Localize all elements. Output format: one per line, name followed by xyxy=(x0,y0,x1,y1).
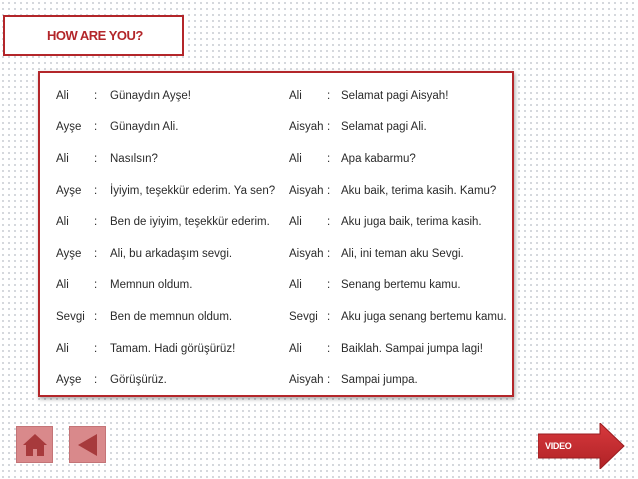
dialogue-line: Apa kabarmu? xyxy=(341,152,416,165)
dialogue-line: İyiyim, teşekkür ederim. Ya sen? xyxy=(110,184,276,197)
dialogue-row xyxy=(289,301,513,333)
dialogue-row xyxy=(56,175,292,207)
speaker-name: Ali xyxy=(56,89,69,102)
dialogue-line: Ali, ini teman aku Sevgi. xyxy=(341,247,464,260)
title-box xyxy=(3,15,184,56)
speaker-name: Aisyah xyxy=(289,121,324,134)
separator: : xyxy=(327,374,331,387)
speaker-name: Ali xyxy=(289,89,302,102)
dialogue-row xyxy=(289,175,513,207)
separator: : xyxy=(327,121,331,134)
separator: : xyxy=(327,152,331,165)
dialogue-line: Aku juga senang bertemu kamu. xyxy=(341,310,507,323)
separator: : xyxy=(94,152,98,165)
separator: : xyxy=(327,247,331,260)
speaker-name: Ayşe xyxy=(56,184,82,197)
dialogue-row xyxy=(56,364,292,396)
dialogue-line: Baiklah. Sampai jumpa lagi! xyxy=(341,342,483,355)
dialogue-row xyxy=(289,80,513,112)
speaker-name: Ayşe xyxy=(56,374,82,387)
dialogue-line: Memnun oldum. xyxy=(110,279,193,292)
speaker-name: Ali xyxy=(56,216,69,229)
separator: : xyxy=(94,184,98,197)
separator: : xyxy=(327,279,331,292)
dialogue-row xyxy=(289,206,513,238)
dialogue-row xyxy=(56,333,292,365)
speaker-name: Ali xyxy=(289,279,302,292)
separator: : xyxy=(94,310,98,323)
dialogue-line: Görüşürüz. xyxy=(110,374,167,387)
separator: : xyxy=(94,247,98,260)
dialogue-line: Selamat pagi Aisyah! xyxy=(341,89,449,102)
speaker-name: Ali xyxy=(289,342,302,355)
dialogue-line: Günaydın Ayşe! xyxy=(110,89,191,102)
dialogue-row xyxy=(56,238,292,270)
video-button[interactable] xyxy=(538,423,626,469)
speaker-name: Sevgi xyxy=(289,310,318,323)
home-button[interactable] xyxy=(16,426,53,463)
separator: : xyxy=(94,121,98,134)
separator: : xyxy=(94,279,98,292)
dialogue-line: Aku baik, terima kasih. Kamu? xyxy=(341,184,497,197)
turkish-column xyxy=(56,80,292,396)
dialogue-row xyxy=(289,364,513,396)
dialogue-row xyxy=(56,80,292,112)
speaker-name: Ayşe xyxy=(56,247,82,260)
speaker-name: Ali xyxy=(56,152,69,165)
speaker-name: Sevgi xyxy=(56,310,85,323)
dialogue-row xyxy=(56,112,292,144)
separator: : xyxy=(327,216,331,229)
dialogue-line: Selamat pagi Ali. xyxy=(341,121,427,134)
dialogue-line: Senang bertemu kamu. xyxy=(341,279,461,292)
speaker-name: Ali xyxy=(289,152,302,165)
separator: : xyxy=(327,89,331,102)
speaker-name: Aisyah xyxy=(289,184,324,197)
back-arrow-icon xyxy=(76,433,100,457)
dialogue-line: Sampai jumpa. xyxy=(341,374,418,387)
speaker-name: Ali xyxy=(56,342,69,355)
separator: : xyxy=(327,184,331,197)
dialogue-row xyxy=(289,333,513,365)
dialogue-line: Ben de iyiyim, teşekkür ederim. xyxy=(110,216,270,229)
speaker-name: Ali xyxy=(56,279,69,292)
speaker-name: Ali xyxy=(289,216,302,229)
home-icon xyxy=(22,433,48,457)
dialogue-row xyxy=(289,238,513,270)
separator: : xyxy=(94,374,98,387)
separator: : xyxy=(327,310,331,323)
page-title: HOW ARE YOU? xyxy=(47,28,143,43)
separator: : xyxy=(327,342,331,355)
dialogue-line: Aku juga baik, terima kasih. xyxy=(341,216,482,229)
dialogue-row xyxy=(56,270,292,302)
dialogue-row xyxy=(56,301,292,333)
dialogue-panel xyxy=(38,71,514,397)
dialogue-line: Ben de memnun oldum. xyxy=(110,310,233,323)
separator: : xyxy=(94,342,98,355)
separator: : xyxy=(94,89,98,102)
dialogue-line: Tamam. Hadi görüşürüz! xyxy=(110,342,236,355)
video-label: VIDEO xyxy=(545,441,572,451)
dialogue-row xyxy=(56,143,292,175)
dialogue-row xyxy=(289,112,513,144)
dialogue-row xyxy=(56,206,292,238)
dialogue-row xyxy=(289,270,513,302)
speaker-name: Aisyah xyxy=(289,374,324,387)
dialogue-row xyxy=(289,143,513,175)
speaker-name: Aisyah xyxy=(289,247,324,260)
back-button[interactable] xyxy=(69,426,106,463)
dialogue-line: Ali, bu arkadaşım sevgi. xyxy=(110,247,233,260)
dialogue-line: Nasılsın? xyxy=(110,152,158,165)
dialogue-line: Günaydın Ali. xyxy=(110,121,179,134)
indonesian-column xyxy=(289,80,513,396)
separator: : xyxy=(94,216,98,229)
speaker-name: Ayşe xyxy=(56,121,82,134)
